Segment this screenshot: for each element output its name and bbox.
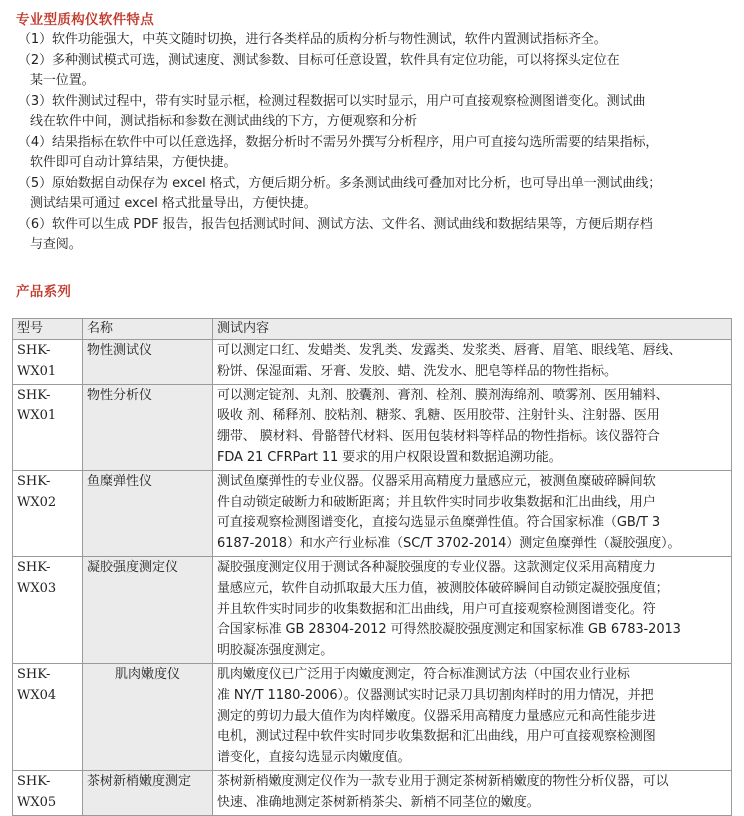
feature-item <box>18 92 730 133</box>
header-cell-model: 型号 <box>13 319 83 340</box>
feature-number: （5） <box>18 175 52 191</box>
content-line: 测定的剪切力最大值作为肉样嫩度。仪器采用高精度力量感应元和高性能步进 <box>217 708 656 724</box>
content-cell <box>213 556 732 663</box>
feature-line: 与查阅。 <box>30 237 82 252</box>
feature-line: 测试结果可通过 excel 格式批量导出，方便快捷。 <box>30 196 317 211</box>
content-line: FDA 21 CFRPart 11 要求的用户权限设置和数据追溯功能。 <box>217 449 562 465</box>
feature-line: 软件测试过程中，带有实时显示框，检测过程数据可以实时显示，用户可直接观察检测图谱变化。测试曲 <box>51 93 646 109</box>
feature-line: 软件即可自动计算结果，方便快捷。 <box>30 155 237 170</box>
products-title: 产品系列 <box>16 284 72 300</box>
table-row <box>13 663 732 770</box>
feature-line: 软件可以生成 PDF 报告，报告包括测试时间、测试方法、文件名、测试曲线和数据结果等，方便后期存档 <box>51 216 653 232</box>
model-cell: SHK-WX02 <box>13 470 83 556</box>
content-line: 可以测定锭剂、丸剂、胶囊剂、膏剂、栓剂、膜剂海绵剂、喷雾剂、医用辅料、 <box>217 387 669 403</box>
content-line: 吸收 剂、稀释剂、胶粘剂、糖浆、乳糖、医用胶带、注射针头、注射器、医用 <box>217 408 660 424</box>
model-cell: SHK-WX03 <box>13 556 83 663</box>
model-cell: SHK-WX01 <box>13 384 83 470</box>
feature-line: 线在软件中间，测试指标和参数在测试曲线的下方，方便观察和分析 <box>30 114 418 129</box>
model-cell: SHK-WX05 <box>13 770 83 815</box>
model-cell: SHK-WX01 <box>13 340 83 385</box>
feature-line: 软件功能强大，中英文随时切换，进行各类样品的质构分析与物性测试，软件内置测试指标齐全。 <box>51 32 607 47</box>
content-line: 可直接观察检测图谱变化，直接勾选显示鱼糜弹性值。符合国家标准（GB/T 3 <box>217 515 661 531</box>
feature-number: （1） <box>18 32 52 47</box>
content-cell <box>213 663 732 770</box>
content-line: 并且软件实时同步的收集数据和汇出曲线，用户可直接观察检测图谱变化。符 <box>217 601 656 617</box>
features-title: 专业型质构仪软件特点 <box>16 12 154 28</box>
name-cell: 茶树新梢嫩度测定 <box>83 770 213 815</box>
model-cell: SHK-WX04 <box>13 663 83 770</box>
content-line: 合国家标准 GB 28304-2012 可得然胶凝胶强度测定和国家标准 GB 6783-2013 <box>217 622 681 638</box>
content-line: 茶树新梢嫩度测定仪作为一款专业用于测定茶树新梢嫩度的物性分析仪器，可以 <box>217 773 669 789</box>
content-line: 量感应元，软件自动抓取最大压力值，被测胶体破碎瞬间自动锁定凝胶强度值； <box>217 580 669 596</box>
header-cell-name: 名称 <box>83 319 213 340</box>
feature-line: 多种测试模式可选，测试速度、测试参数、目标可任意设置，软件具有定位功能，可以将探头定位在 <box>51 52 620 68</box>
table-row <box>13 470 732 556</box>
table-row <box>13 556 732 663</box>
content-cell <box>213 340 732 385</box>
name-cell: 物性分析仪 <box>83 384 213 470</box>
content-line: 肌肉嫩度仪已广泛用于肉嫩度测定，符合标准测试方法（中国农业行业标 <box>217 666 630 682</box>
content-line: 准 NY/T 1180-2006）。仪器测试实时记录刀具切割肉样时的用力情况，并把 <box>217 687 654 703</box>
name-cell: 凝胶强度测定仪 <box>83 556 213 663</box>
content-cell <box>213 384 732 470</box>
products-table <box>12 318 732 816</box>
content-line: 快速、准确地测定茶树新梢茶尖、新梢不同茎位的嫩度。 <box>217 794 540 810</box>
content-line: 明胶凝冻强度测定。 <box>217 643 334 659</box>
feature-number: （6） <box>18 216 52 232</box>
feature-item <box>18 51 730 92</box>
table-row <box>13 770 732 815</box>
table-header-row <box>13 319 732 340</box>
header-cell-content: 测试内容 <box>213 319 732 340</box>
content-line: 6187-2018）和水产行业标准（SC/T 3702-2014）测定鱼糜弹性（凝胶强度）。 <box>217 536 681 552</box>
content-line: 粉饼、保湿面霜、牙膏、发胶、蜡、洗发水、肥皂等样品的物性指标。 <box>217 363 617 379</box>
features-list <box>18 30 730 256</box>
feature-item <box>18 174 730 215</box>
feature-item <box>18 30 730 51</box>
name-cell: 物性测试仪 <box>83 340 213 385</box>
content-line: 测试鱼糜弹性的专业仪器。仪器采用高精度力量感应元，被测鱼糜破碎瞬间软 <box>217 473 656 489</box>
content-line: 绷带、 膜材料、骨骼替代材料、医用包装材料等样品的物性指标。该仪器符合 <box>217 429 660 445</box>
feature-number: （4） <box>18 134 52 150</box>
feature-line: 结果指标在软件中可以任意选择，数据分析时不需另外撰写分析程序，用户可直接勾选所需要的结果指标， <box>51 134 659 150</box>
table-row <box>13 340 732 385</box>
content-line: 可以测定口红、发蜡类、发乳类、发露类、发浆类、唇膏、眉笔、眼线笔、唇线、 <box>217 343 682 358</box>
content-cell <box>213 770 732 815</box>
feature-line: 某一位置。 <box>30 73 95 88</box>
name-cell: 肌肉嫩度仪 <box>83 663 213 770</box>
feature-item <box>18 133 730 174</box>
content-line: 凝胶强度测定仪用于测试各种凝胶强度的专业仪器。这款测定仪采用高精度力 <box>217 559 656 575</box>
feature-item <box>18 215 730 256</box>
content-line: 谱变化，直接勾选显示肉嫩度值。 <box>217 750 411 766</box>
feature-line: 原始数据自动保存为 excel 格式，方便后期分析。多条测试曲线可叠加对比分析，也可导出单一测试曲线； <box>51 175 662 191</box>
content-line: 件自动锁定破断力和破断距离；并且软件实时同步收集数据和汇出曲线，用户 <box>217 494 656 510</box>
name-cell: 鱼糜弹性仪 <box>83 470 213 556</box>
table-row <box>13 384 732 470</box>
feature-number: （2） <box>18 52 52 68</box>
content-line: 电机，测试过程中软件实时同步收集数据和汇出曲线，用户可直接观察检测图 <box>217 729 656 745</box>
content-cell <box>213 470 732 556</box>
feature-number: （3） <box>18 93 52 109</box>
